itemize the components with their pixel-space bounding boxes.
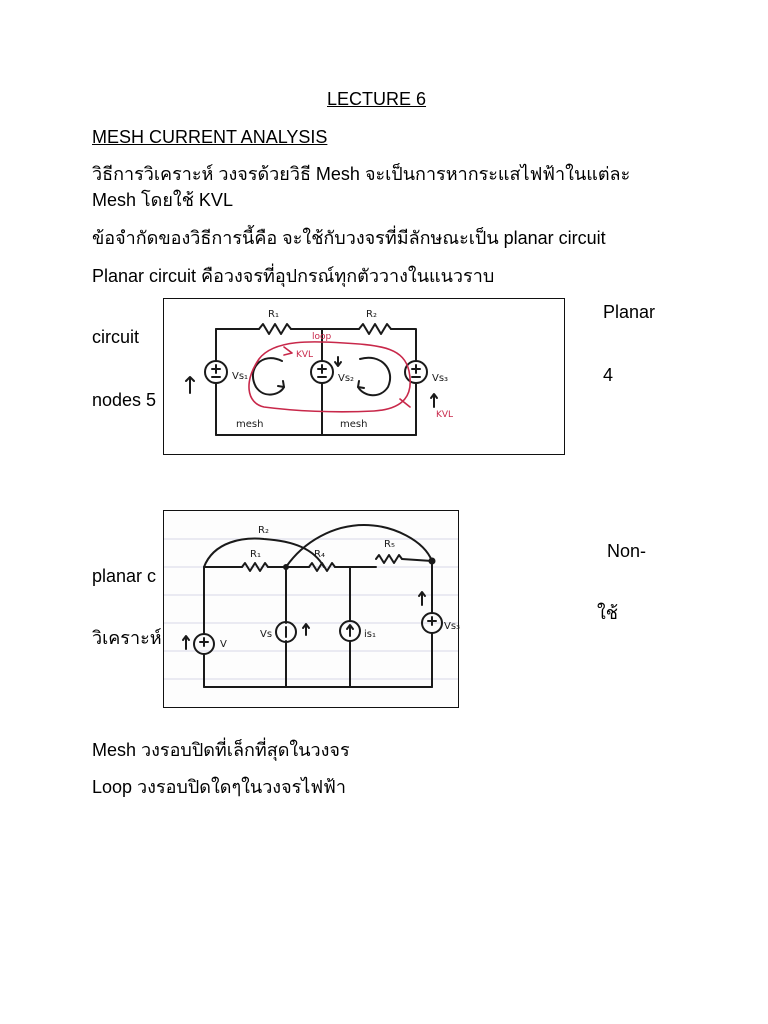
label-mesh-right: mesh <box>340 419 368 430</box>
side-note-wikhro: วิเคราะห์ <box>92 628 162 648</box>
mesh-arrow-right <box>358 358 390 396</box>
label-mesh-left: mesh <box>236 419 264 430</box>
label-vs3: Vs₃ <box>432 373 449 384</box>
loop-definition: Loop วงรอบปิดใดๆในวงจรไฟฟ้า <box>92 777 346 797</box>
side-note-planar-c: planar c <box>92 566 157 586</box>
top-wire-right <box>391 329 416 361</box>
arc-r5 <box>286 525 432 567</box>
label-r5: R₅ <box>384 539 395 550</box>
lecture-title: LECTURE 6 <box>327 89 427 109</box>
intro-paragraph-line2: Mesh โดยใช้ KVL <box>92 190 233 210</box>
label-is1: is₁ <box>364 629 376 640</box>
side-note-four: 4 <box>603 365 614 385</box>
planar-circuit-figure <box>163 298 565 455</box>
side-note-non: Non- <box>607 541 647 561</box>
label-loop: loop <box>312 332 332 342</box>
label-r1: R₁ <box>268 309 279 320</box>
resistor-r5 <box>376 555 402 563</box>
side-note-circuit: circuit <box>92 327 140 347</box>
side-note-nodes: nodes 5 <box>92 390 157 410</box>
limitation-paragraph: ข้อจำกัดของวิธีการนี้คือ จะใช้กับวงจรที่มีลักษณะเป็น planar circuit <box>92 228 606 248</box>
label-vs: Vs <box>260 629 273 640</box>
label-kvl-right: KVL <box>436 410 454 420</box>
label-r2: R₂ <box>366 309 377 320</box>
label-v: V <box>220 639 227 650</box>
label-vs2: Vs₂ <box>338 373 355 384</box>
side-note-chai: ใช้ <box>597 603 619 623</box>
loop-path-red <box>249 342 410 412</box>
non-planar-circuit-figure <box>163 510 459 708</box>
planar-circuit-drawing <box>164 299 564 454</box>
label-r1: R₁ <box>250 549 261 560</box>
resistor-r1 <box>259 324 291 334</box>
intro-paragraph-line1: วิธีการวิเคราะห์ วงจรด้วยวิธี Mesh จะเป็นการหากระแสไฟฟ้าในแต่ละ <box>92 164 631 184</box>
section-heading: MESH CURRENT ANALYSIS <box>92 127 328 147</box>
label-r2: R₂ <box>258 525 269 536</box>
side-note-planar: Planar <box>603 302 656 322</box>
non-planar-circuit-drawing <box>164 511 461 707</box>
mesh-arrow-left <box>253 358 284 394</box>
mesh-definition: Mesh วงรอบปิดที่เล็กที่สุดในวงจร <box>92 740 350 760</box>
label-vs1: Vs₁ <box>232 371 249 382</box>
planar-definition: Planar circuit คือวงจรที่อุปกรณ์ทุกตัววางในแนวราบ <box>92 266 495 286</box>
resistor-r2 <box>359 324 391 334</box>
label-r4: R₄ <box>314 549 325 560</box>
label-vs3: Vs₃ <box>444 621 461 632</box>
label-kvl-left: KVL <box>296 350 314 360</box>
